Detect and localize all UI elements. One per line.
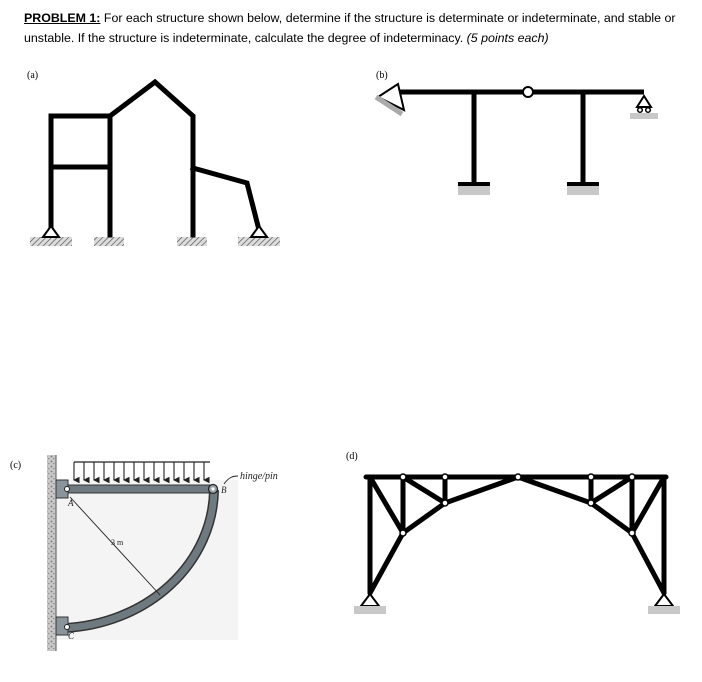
truss-joint — [588, 500, 594, 506]
truss-member — [632, 477, 664, 533]
frame-members — [51, 116, 110, 235]
truss-member — [445, 477, 518, 503]
figure-a-frame — [30, 82, 280, 246]
truss-joint — [588, 474, 594, 480]
ground-hatch — [630, 113, 658, 119]
figure-b-frame — [376, 84, 658, 195]
figure-d-truss — [354, 474, 680, 614]
truss-member — [591, 503, 632, 533]
pin-support-icon — [43, 226, 59, 237]
pin-support-icon — [251, 226, 267, 237]
pin-support-icon — [361, 594, 379, 606]
point-b-label: B — [221, 485, 227, 495]
truss-member — [370, 533, 403, 593]
truss-member — [370, 477, 403, 533]
problem-heading: PROBLEM 1: — [24, 11, 101, 25]
pin-a-icon — [65, 487, 70, 492]
figure-c-arch — [47, 455, 278, 651]
distributed-load — [74, 462, 204, 480]
truss-member — [632, 533, 664, 593]
truss-joint — [442, 474, 448, 480]
label-figure-a: (a) — [27, 70, 39, 81]
truss-joint — [629, 474, 635, 480]
truss-member — [403, 477, 445, 503]
ground-hatch — [177, 237, 207, 246]
ground-hatch — [238, 237, 280, 246]
truss-joint — [400, 474, 406, 480]
radius-label: 3 m — [111, 538, 124, 547]
ground-hatch — [94, 237, 124, 246]
label-figure-d: (d) — [346, 451, 358, 462]
fixed-support-icon — [567, 182, 599, 186]
point-a-label: A — [68, 498, 74, 508]
truss-member — [403, 503, 445, 533]
problem-instructions: For each structure shown below, determine if the structure is determinate or indeterminate, and stable or unstable. If the structure is indeterminate, calculate the degree of indeterminacy. — [24, 11, 676, 45]
ground-hatch — [567, 186, 599, 195]
ground-hatch — [648, 606, 680, 614]
roller-support-icon — [637, 96, 651, 107]
ground-hatch — [30, 237, 72, 246]
problem-points: (5 points each) — [466, 31, 549, 45]
frame-members — [193, 168, 259, 230]
roller-support-icon — [638, 108, 643, 113]
fixed-support-icon — [458, 182, 490, 186]
hinge-b-icon — [211, 487, 214, 490]
pin-c-icon — [65, 625, 70, 630]
hinge-label: hinge/pin — [240, 471, 278, 482]
frame-members — [110, 82, 193, 235]
ground-hatch — [354, 606, 386, 614]
point-c-label: C — [68, 631, 75, 641]
roller-support-icon — [646, 108, 651, 113]
truss-joint — [629, 530, 635, 536]
truss-joint — [442, 500, 448, 506]
internal-hinge-icon — [523, 87, 533, 97]
ground-hatch — [458, 186, 490, 195]
pin-support-icon — [655, 594, 673, 606]
label-figure-b: (b) — [376, 70, 388, 81]
truss-member — [591, 477, 632, 503]
beam-ab — [64, 485, 214, 493]
truss-joint — [515, 474, 521, 480]
truss-joint — [400, 530, 406, 536]
label-figure-c: (c) — [10, 460, 22, 471]
truss-member — [518, 477, 591, 503]
wall-support — [47, 455, 56, 651]
